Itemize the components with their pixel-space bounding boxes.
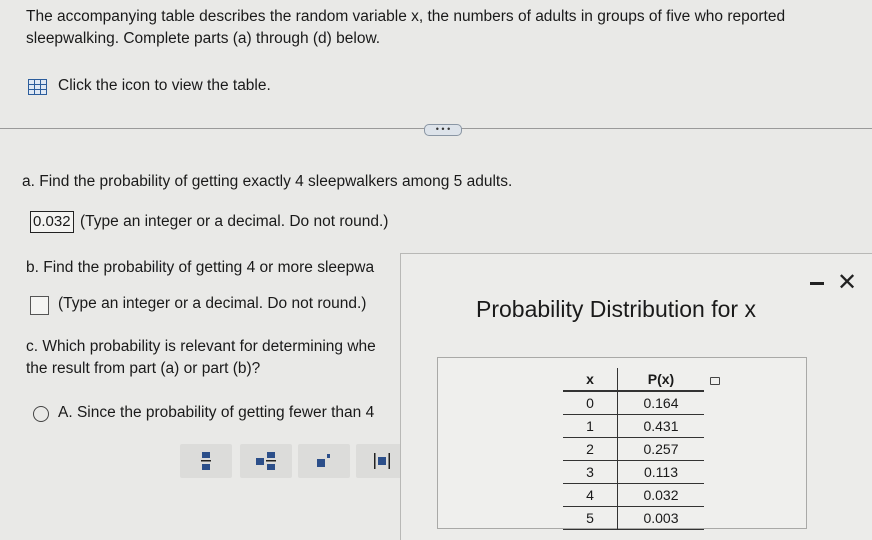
cell-x: 0 [563, 391, 618, 415]
option-a-label[interactable]: A. Since the probability of getting fewer than 4 [58, 404, 375, 421]
part-c-question-line-1: c. Which probability is relevant for determining whe [26, 338, 376, 355]
more-button[interactable]: • • • [424, 124, 462, 136]
copy-icon[interactable] [710, 377, 720, 385]
part-a-hint: (Type an integer or a decimal. Do not round.) [80, 213, 389, 230]
header-x: x [563, 368, 618, 391]
cell-px: 0.257 [618, 438, 705, 461]
table-row [563, 415, 704, 438]
part-b-hint: (Type an integer or a decimal. Do not round.) [58, 295, 367, 312]
part-b-question: b. Find the probability of getting 4 or more sleepwa [26, 259, 375, 276]
cell-x: 4 [563, 484, 618, 507]
cell-px: 0.431 [618, 415, 705, 438]
probability-table [563, 368, 704, 530]
popup-title: Probability Distribution for x [476, 296, 756, 322]
cell-x: 2 [563, 438, 618, 461]
exponent-icon[interactable] [298, 444, 350, 478]
mixed-number-icon[interactable] [240, 444, 292, 478]
table-row [563, 391, 704, 415]
option-a-radio[interactable] [33, 406, 49, 422]
table-row [563, 507, 704, 530]
header-px: P(x) [618, 368, 705, 391]
table-row [563, 461, 704, 484]
table-row [563, 484, 704, 507]
part-a-question: a. Find the probability of getting exactly 4 sleepwalkers among 5 adults. [22, 173, 513, 190]
view-table-link[interactable]: Click the icon to view the table. [58, 77, 271, 94]
intro-line-1: The accompanying table describes the random variable x, the numbers of adults in groups of five who reported [26, 8, 786, 25]
cell-px: 0.032 [618, 484, 705, 507]
cell-x: 5 [563, 507, 618, 530]
part-c-question-line-2: the result from part (a) or part (b)? [26, 360, 261, 377]
cell-px: 0.003 [618, 507, 705, 530]
fraction-icon[interactable] [180, 444, 232, 478]
part-b-answer-field[interactable] [30, 296, 49, 315]
intro-line-2: sleepwalking. Complete parts (a) through (d) below. [26, 30, 381, 47]
cell-x: 1 [563, 415, 618, 438]
part-a-answer-field[interactable]: 0.032 [30, 211, 74, 233]
math-toolbar [0, 430, 400, 480]
minimize-button[interactable] [810, 282, 824, 285]
close-icon[interactable]: ✕ [837, 269, 858, 296]
table-row [563, 438, 704, 461]
cell-x: 3 [563, 461, 618, 484]
table-icon[interactable] [28, 79, 47, 95]
cell-px: 0.164 [618, 391, 705, 415]
cell-px: 0.113 [618, 461, 705, 484]
